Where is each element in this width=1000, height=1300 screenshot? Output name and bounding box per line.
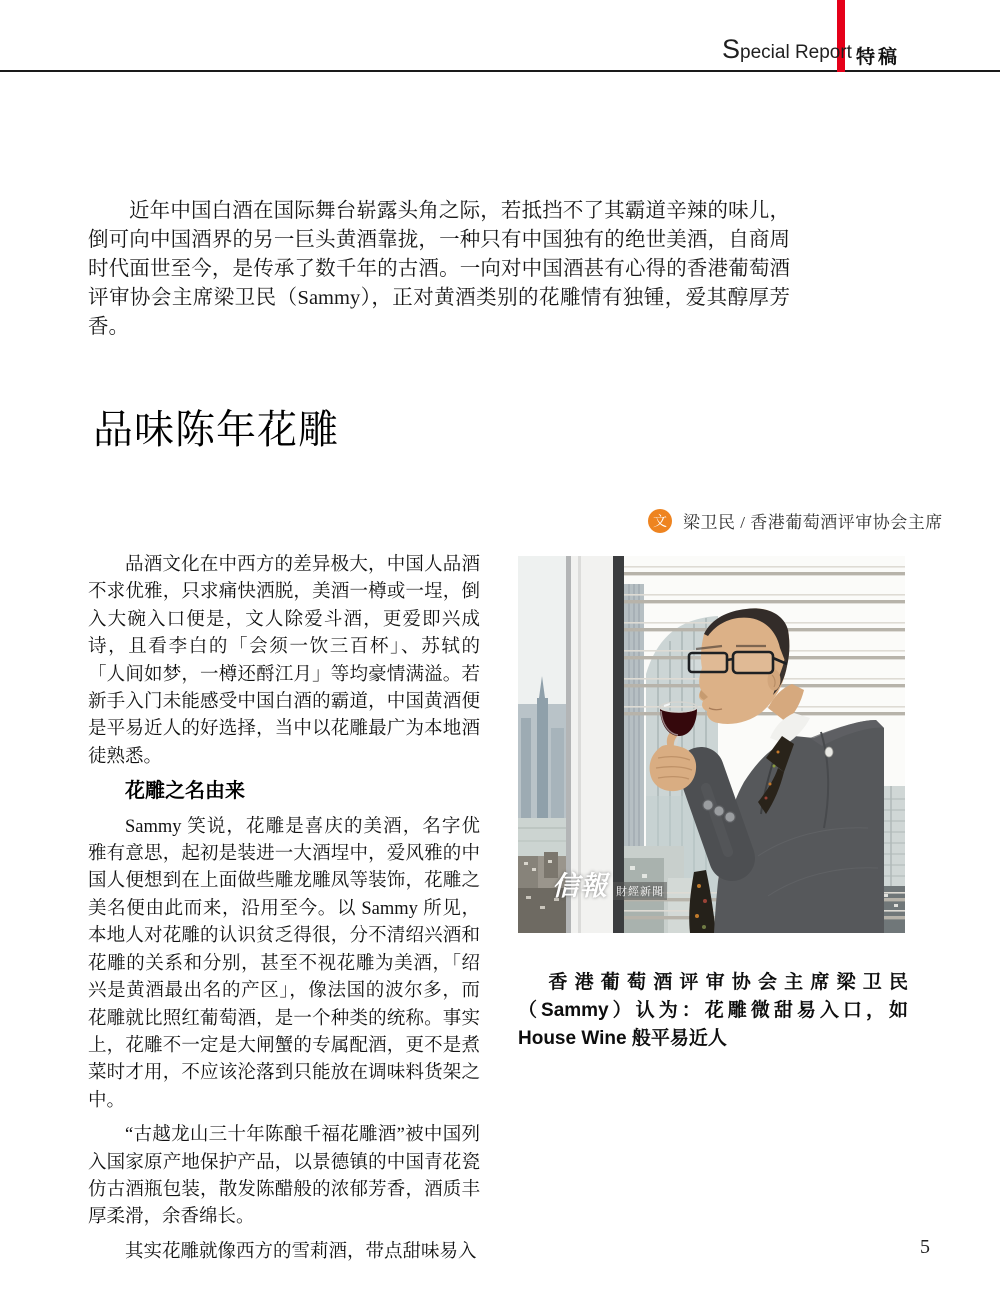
byline-text: 梁卫民 / 香港葡萄酒评审协会主席 — [683, 513, 943, 532]
page-number: 5 — [920, 1236, 930, 1258]
special-report-initial: S — [722, 34, 741, 64]
paragraph-3: “古越龙山三十年陈酿千福花雕酒”被中国列入国家原产地保护产品，以景德镇的中国青花瓷仿古酒瓶包装，散发陈醋般的浓郁芳香，酒质丰厚柔滑，余香绵长。 — [88, 1125, 480, 1228]
paragraph-4: 其实花雕就像西方的雪莉酒，带点甜味易入 — [125, 1241, 477, 1262]
section-subhead: 花雕之名由来 — [125, 780, 245, 803]
photo-watermark — [552, 864, 667, 903]
article-title: 品味陈年花雕 — [93, 406, 339, 452]
author-icon: 文 — [648, 509, 672, 533]
paragraph-1: 品酒文化在中西方的差异极大，中国人品酒不求优雅，只求痛快洒脱，美酒一樽或一埕，倒入大碗入口便是，文人除爱斗酒，更爱即兴成诗，且看李白的「会须一饮三百杯」、苏轼的「人间如梦，一樽还酹江月」等均豪情满溢。若新手入门未能感受中国白酒的霸道，中国黄酒便是平易近人的好选择，当中以花雕最广为本地酒徒熟悉。 — [88, 555, 480, 767]
special-report-label — [722, 34, 852, 64]
portrait-photo — [518, 556, 905, 933]
special-report-rest: pecial Report — [740, 42, 852, 63]
glasses — [689, 652, 787, 673]
section-label-zh: 特稿 — [856, 47, 901, 68]
intro-paragraph: 近年中国白酒在国际舞台崭露头角之际，若抵挡不了其霸道辛辣的味儿，倒可向中国酒界的另一巨头黄酒靠拢，一种只有中国独有的绝世美酒，自商周时代面世至今，是传承了数千年的古酒。一向对中国酒甚有心得的香港葡萄酒评审协会主席梁卫民（Sammy），正对黄酒类别的花雕情有独锺，爱其醇厚芳香。 — [88, 199, 790, 338]
byline — [648, 508, 943, 533]
watermark-main: 信報 — [552, 871, 608, 901]
paragraph-2: Sammy 笑说，花雕是喜庆的美酒，名字优雅有意思，起初是装进一大酒埕中，爱风雅的中国人便想到在上面做些雕龙雕凤等装饰，花雕之美名便由此而来，沿用至今。以 Sammy 所见，本地人对花雕的认识贫乏得很，分不清绍兴酒和花雕的关系和分别，甚至不视花雕为美酒，「绍兴是黄酒最出名的产区」，像法国的波尔多，而花雕就比照红葡萄酒，是一个种类的统称。事实上，花雕不一定是大闸蟹的专属配酒，更不是煮菜时才用，不应该沦落到只能放在调味料货架之中。 — [88, 816, 480, 1111]
photo-caption: 香港葡萄酒评审协会主席梁卫民（Sammy）认为：花雕微甜易入口，如 House Wine 般平易近人 — [518, 972, 908, 1049]
watermark-sub: 財經新聞 — [613, 882, 667, 900]
header-rule — [0, 70, 1000, 72]
article-column — [88, 552, 480, 1266]
